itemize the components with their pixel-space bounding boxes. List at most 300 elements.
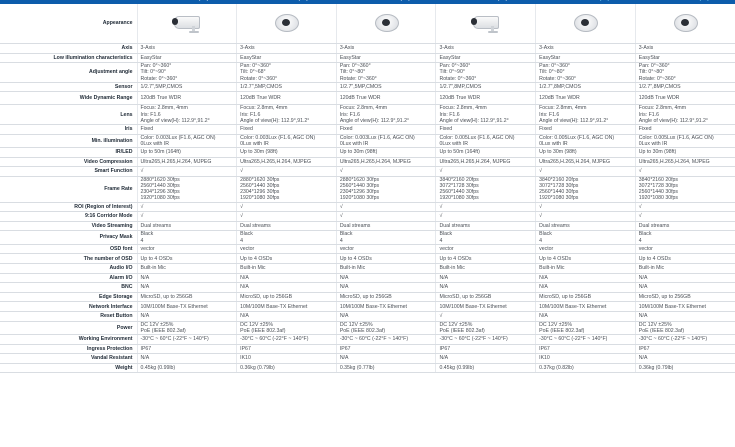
spec-cell [237,63,337,83]
spec-value: 1/2.7",8MP,CMOS [539,83,581,90]
spec-value: Ultra265,H.265,H.264, MJPEG [339,158,411,165]
spec-row [0,105,735,125]
turret-camera-icon [370,10,402,34]
spec-value: N/A [140,274,150,281]
spec-value: 1920*1080 30fps [539,195,579,202]
spec-value: 2560*1440 30fps [539,189,579,196]
spec-value: Color: 0.003Lux (F1.6, AGC ON) [240,134,316,141]
spec-cell [137,221,237,231]
spec-cell [436,63,536,83]
spec-value: 0Lux with IR [339,140,369,147]
spec-cell [436,354,536,364]
spec-cell [336,283,436,293]
spec-cell [536,63,636,83]
spec-value: 2560*1440 30fps [140,182,180,189]
spec-value: Dual streams [140,222,172,229]
spec-value: √ [439,203,443,210]
row-label: Smart Function [0,167,137,177]
spec-value: N/A [240,313,249,320]
spec-value: 3-Axis [638,45,654,52]
spec-cell [436,273,536,283]
spec-cell [536,321,636,334]
spec-row [0,176,735,202]
spec-cell [237,82,337,92]
row-label: Lens [0,105,137,125]
spec-value: 2304*1296 30fps [240,189,280,196]
spec-cell [336,334,436,344]
row-label: Min. illumination [0,134,137,147]
spec-value: 1920*1080 30fps [439,195,479,202]
spec-cell [237,354,337,364]
spec-cell [436,254,536,264]
spec-value: √ [539,213,542,220]
spec-value: 1920*1080 30fps [638,195,679,202]
spec-value: 3840*2160 20fps [439,176,479,183]
spec-value: √ [140,213,144,220]
spec-cell [635,221,735,231]
spec-cell [436,321,536,334]
row-label: Video Compression [0,157,137,167]
spec-cell [137,311,237,321]
spec-cell [137,44,237,54]
spec-value: √ [439,168,443,175]
spec-cell [436,53,536,63]
spec-value: -30°C ~ 60°C (-22°F ~ 140°F) [339,336,409,343]
spec-value: Tilt: 0°~90° [439,69,465,76]
spec-value: 10M/100M Base-TX Ethernet [439,303,507,310]
spec-cell [536,53,636,63]
spec-value: Up to 4 OSDs [439,255,472,262]
spec-value: √ [339,213,343,220]
spec-row [0,157,735,167]
spec-cell [336,363,436,373]
spec-value: Focus: 2.8mm, 4mm [140,105,188,112]
spec-cell [635,354,735,364]
spec-row [0,302,735,312]
spec-cell [137,63,237,83]
row-label: Appearance [0,4,137,44]
spec-value: Dual streams [339,222,371,229]
spec-value: N/A [339,274,349,281]
spec-value: N/A [638,284,648,291]
spec-value: -30°C ~ 60°C (-22°F ~ 140°F) [539,336,608,343]
spec-value: Rotate: 0°~360° [439,75,477,82]
spec-cell [436,176,536,202]
spec-cell [436,283,536,293]
spec-value: 0.45kg (0.99lb) [140,364,176,371]
spec-value: EasyStar [539,54,561,61]
spec-cell [436,167,536,177]
spec-value: N/A [339,355,349,362]
spec-cell [237,134,337,147]
spec-cell [237,244,337,254]
spec-cell [237,221,337,231]
spec-value: 10M/100M Base-TX Ethernet [638,303,706,310]
spec-value: 10M/100M Base-TX Ethernet [140,303,208,310]
spec-value: Black [339,231,353,238]
spec-value: 1920*1080 30fps [240,195,280,202]
spec-value: Fixed [439,126,453,133]
spec-cell [137,244,237,254]
spec-value: DC 12V ±25% [439,321,473,328]
spec-value: √ [439,213,443,220]
spec-cell [336,167,436,177]
spec-value: Up to 30m (98ft) [539,149,577,156]
spec-value: Focus: 2.8mm, 4mm [539,105,587,112]
spec-cell [137,302,237,312]
spec-cell [635,125,735,135]
spec-value: EasyStar [638,54,660,61]
spec-cell [137,292,237,302]
spec-cell [237,334,337,344]
spec-value: EasyStar [339,54,361,61]
spec-value: Fixed [339,126,353,133]
spec-row [0,53,735,63]
spec-value: Built-in Mic [638,265,665,272]
spec-value: N/A [339,284,349,291]
spec-value: Dual streams [240,222,271,229]
spec-cell [536,363,636,373]
spec-value: Ultra265,H.265,H.264, MJPEG [439,158,511,165]
spec-row [0,231,735,244]
spec-cell [436,125,536,135]
row-label: Sensor [0,82,137,92]
spec-value: 10M/100M Base-TX Ethernet [539,303,607,310]
spec-row [0,334,735,344]
spec-value: Rotate: 0°~360° [539,75,577,82]
spec-value: Pan: 0°~360° [339,63,371,70]
spec-value: PoE (IEEE 802.3af) [439,327,485,334]
spec-value: Pan: 0°~360° [539,63,570,70]
spec-value: PoE (IEEE 802.3af) [339,327,386,334]
dome-camera-icon [270,10,302,34]
spec-value: MicroSD, up to 256GB [339,293,392,300]
spec-value: Black [638,231,652,238]
spec-value: Angle of view(H): 112.9°,91.2° [638,117,709,124]
spec-cell [536,157,636,167]
spec-cell [635,53,735,63]
spec-cell [137,176,237,202]
spec-cell [336,63,436,83]
spec-cell [336,311,436,321]
spec-value: Angle of view(H): 112.9°,91.2° [140,117,210,124]
spec-cell [635,311,735,321]
spec-value: 0.35kg (0.77lb) [339,364,375,371]
spec-cell [536,231,636,244]
spec-value: √ [539,203,542,210]
spec-value: Iris: F1.6 [439,111,460,118]
spec-value: 120dB True WDR [240,95,281,102]
spec-cell [536,354,636,364]
spec-value: 0Lux with IR [638,140,668,147]
spec-value: Iris: F1.6 [140,111,161,118]
row-label: Alarm I/O [0,273,137,283]
row-label: Adjustment angle [0,63,137,83]
spec-value: Color: 0.005Lux (F1.6, AGC ON) [539,134,615,141]
spec-cell [237,202,337,212]
spec-cell [635,292,735,302]
spec-value: vector [439,245,454,252]
spec-value: MicroSD, up to 256GB [439,293,492,300]
appearance-row [0,4,735,44]
spec-value: vector [240,245,255,252]
spec-cell [336,354,436,364]
spec-cell [536,176,636,202]
spec-value: 1/2.7",5MP,CMOS [240,83,282,90]
spec-value: Pan: 0°~360° [140,63,172,70]
spec-cell [237,263,337,273]
spec-row [0,44,735,54]
spec-value: 2880*1620 30fps [240,176,280,183]
spec-value: Angle of view(H): 112.9°,91.2° [539,117,609,124]
spec-cell [635,254,735,264]
spec-value: 120dB True WDR [638,95,680,102]
spec-cell [137,105,237,125]
spec-value: Built-in Mic [140,265,166,272]
row-label: Frame Rate [0,176,137,202]
row-label: Low illumination characteristics [0,53,137,63]
spec-value: N/A [339,313,349,320]
spec-cell [237,176,337,202]
row-label: Iris [0,125,137,135]
spec-value: MicroSD, up to 256GB [140,293,193,300]
spec-cell [436,344,536,354]
spec-value: Dual streams [539,222,570,229]
spec-value: Color: 0.003Lux (F1.6, AGC ON) [339,134,415,141]
spec-value: 4 [638,237,642,244]
spec-value: 1/2.7",8MP,CMOS [638,83,681,90]
spec-value: IP67 [439,345,451,352]
spec-value: Pan: 0°~360° [240,63,271,70]
spec-value: √ [240,168,244,175]
spec-value: IP67 [638,345,650,352]
spec-value: Angle of view(H): 112.9°,91.2° [339,117,410,124]
spec-cell [137,321,237,334]
spec-cell [635,302,735,312]
spec-value: N/A [240,274,249,281]
spec-value: Built-in Mic [339,265,366,272]
spec-cell [635,167,735,177]
spec-cell [536,125,636,135]
spec-row [0,263,735,273]
spec-value: 0Lux with IR [539,140,568,147]
spec-cell [237,125,337,135]
spec-value: IP67 [240,345,251,352]
spec-cell [635,92,735,105]
spec-value: Ultra265,H.265,H.264, MJPEG [638,158,710,165]
spec-cell [336,254,436,264]
spec-value: EasyStar [439,54,461,61]
spec-value: 120dB True WDR [439,95,481,102]
row-label: Power [0,321,137,334]
spec-value: Iris: F1.6 [240,111,261,118]
spec-cell [137,53,237,63]
spec-cell [237,311,337,321]
spec-value: MicroSD, up to 256GB [539,293,592,300]
spec-cell [536,82,636,92]
spec-cell [237,148,337,158]
spec-value: vector [339,245,354,252]
spec-value: vector [140,245,155,252]
spec-value: 10M/100M Base-TX Ethernet [240,303,308,310]
spec-cell [436,292,536,302]
spec-value: Rotate: 0°~360° [638,75,676,82]
spec-value: 3840*2160 20fps [638,176,679,183]
spec-value: Pan: 0°~360° [439,63,471,70]
spec-value: 3072*1728 30fps [539,182,579,189]
spec-cell [336,53,436,63]
row-label: Reset Button [0,311,137,321]
spec-value: 4 [539,237,543,244]
spec-cell [137,202,237,212]
spec-cell [635,157,735,167]
spec-value: Ultra265,H.265,H.264, MJPEG [140,158,212,165]
spec-value: √ [539,168,542,175]
spec-cell [137,212,237,222]
spec-cell [237,105,337,125]
spec-value: PoE (IEEE 802.3af) [140,327,186,334]
spec-value: 0.37kg (0.82lb) [539,364,574,371]
spec-value: 3-Axis [439,45,454,52]
spec-cell [336,302,436,312]
row-label: Wide Dynamic Range [0,92,137,105]
spec-value: Color: 0.003Lux (F1.6, AGC ON) [140,134,216,141]
spec-cell [536,92,636,105]
spec-cell [237,231,337,244]
spec-cell [137,125,237,135]
spec-value: Black [240,231,253,238]
spec-cell [436,334,536,344]
spec-cell [237,212,337,222]
spec-value: 4 [439,237,443,244]
spec-cell [336,105,436,125]
spec-cell [436,302,536,312]
spec-value: 3-Axis [339,45,355,52]
spec-value: Rotate: 0°~360° [140,75,178,82]
turret-camera-icon [569,10,601,34]
spec-value: Up to 30m (98ft) [240,149,278,156]
spec-row [0,283,735,293]
spec-value: DC 12V ±25% [638,321,672,328]
spec-cell [237,283,337,293]
spec-cell [536,44,636,54]
spec-value: 120dB True WDR [539,95,580,102]
spec-value: IP67 [339,345,351,352]
spec-cell [137,344,237,354]
spec-cell [137,354,237,364]
spec-cell [336,125,436,135]
spec-value: N/A [638,313,648,320]
spec-value: Focus: 2.8mm, 4mm [638,105,687,112]
spec-value: IK10 [240,355,251,362]
spec-value: Fixed [240,126,253,133]
spec-value: 2560*1440 30fps [240,182,280,189]
spec-value: Up to 4 OSDs [638,255,671,262]
spec-cell [536,273,636,283]
spec-value: Up to 30m (98ft) [339,149,378,156]
spec-cell [436,244,536,254]
spec-value: Color: 0.005Lux (F1.6, AGC ON) [439,134,515,141]
spec-value: 1920*1080 30fps [140,195,180,202]
spec-value: Tilt: 0°~68° [240,69,266,76]
spec-cell [436,92,536,105]
spec-cell [336,157,436,167]
spec-value: -30°C ~ 60°C (-22°F ~ 140°F) [439,336,508,343]
spec-value: Pan: 0°~360° [638,63,670,70]
spec-cell [336,148,436,158]
spec-row [0,148,735,158]
bullet-camera-icon [470,10,502,34]
spec-cell [137,82,237,92]
spec-cell [536,221,636,231]
spec-cell [336,92,436,105]
spec-cell [137,92,237,105]
spec-value: Fixed [140,126,154,133]
spec-value: Up to 4 OSDs [539,255,572,262]
row-label: IR/LED [0,148,137,158]
spec-cell [536,263,636,273]
spec-value: Up to 30m (98ft) [638,149,677,156]
spec-cell [436,231,536,244]
spec-cell [336,263,436,273]
spec-cell [635,363,735,373]
spec-cell [336,231,436,244]
spec-value: -30°C ~ 60°C (-22°F ~ 140°F) [140,336,209,343]
spec-value: Angle of view(H): 112.9°,91.2° [240,117,310,124]
spec-value: 120dB True WDR [339,95,381,102]
spec-cell [436,148,536,158]
spec-cell [137,134,237,147]
spec-cell [536,311,636,321]
spec-value: √ [140,168,144,175]
spec-value: 2304*1296 30fps [339,189,380,196]
spec-cell [137,273,237,283]
spec-cell [635,63,735,83]
spec-value: Tilt: 0°~90° [140,69,166,76]
spec-value: 3-Axis [539,45,554,52]
spec-cell [635,231,735,244]
spec-value: 1/2.7",5MP,CMOS [140,83,183,90]
spec-value: Rotate: 0°~360° [339,75,377,82]
spec-row [0,63,735,83]
spec-row [0,321,735,334]
spec-row [0,82,735,92]
spec-value: IP67 [539,345,550,352]
spec-value: IP67 [140,345,152,352]
spec-cell [536,292,636,302]
spec-value: DC 12V ±25% [339,321,373,328]
spec-value: 3072*1728 30fps [439,182,479,189]
spec-cell [536,334,636,344]
spec-value: Iris: F1.6 [339,111,360,118]
row-label: Privacy Mask [0,231,137,244]
spec-cell [137,363,237,373]
spec-value: Ultra265,H.265,H.264, MJPEG [240,158,312,165]
row-label: ROI (Region of Interest) [0,202,137,212]
spec-cell [436,212,536,222]
spec-value: N/A [240,284,249,291]
spec-value: Tilt: 0°~80° [339,69,366,76]
spec-cell [137,157,237,167]
spec-value: N/A [539,313,548,320]
spec-value: Focus: 2.8mm, 4mm [240,105,288,112]
spec-value: 2880*1620 30fps [339,176,380,183]
spec-value: 3-Axis [140,45,155,52]
spec-cell [336,176,436,202]
spec-cell [635,244,735,254]
row-label: Audio I/O [0,263,137,273]
spec-cell [436,44,536,54]
